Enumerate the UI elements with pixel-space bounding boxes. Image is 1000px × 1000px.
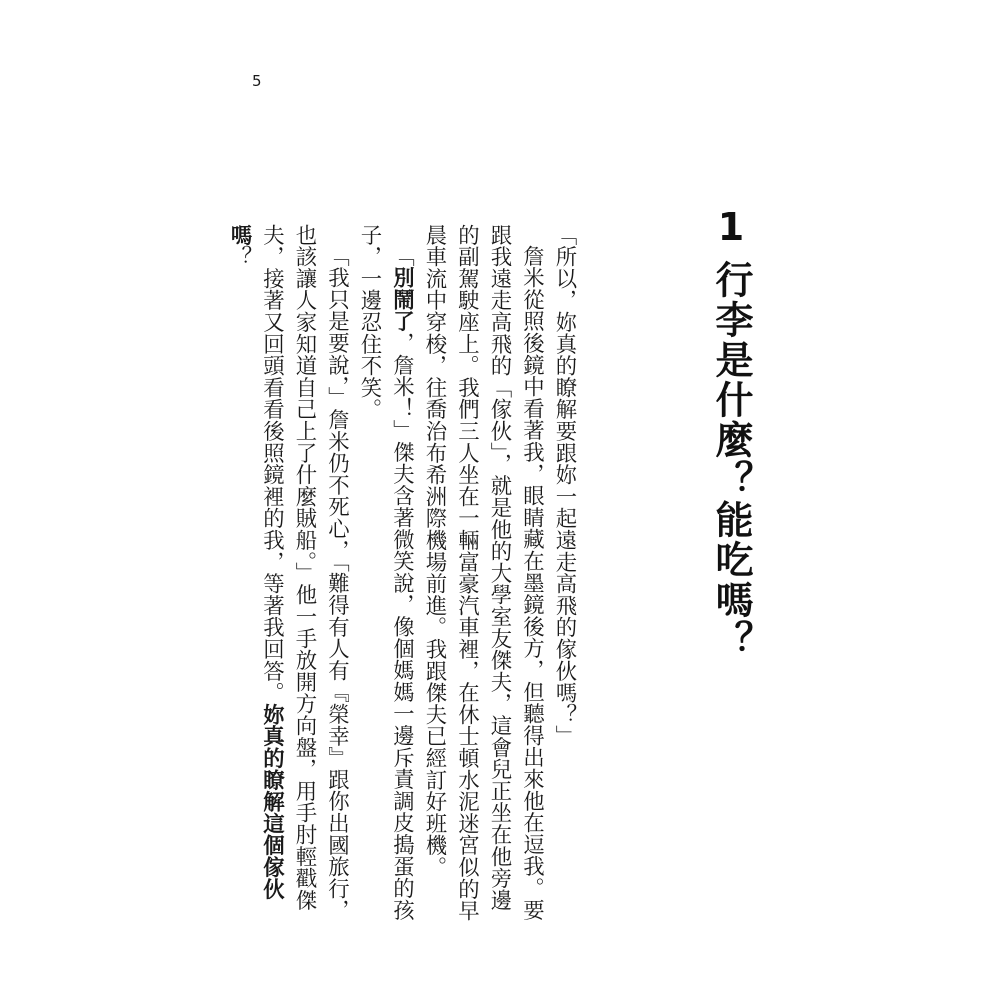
- body-text: [223, 224, 581, 924]
- paragraph-text: 詹米從照後鏡中看著我，眼睛藏在墨鏡後方，但聽得出來他在逗我。要跟我遠走高飛的「傢伙」，就是他的大學室友傑夫，這會兒正坐在他旁邊的副駕駛座上。我們三人坐在一輛富豪汽車裡，在休士頓水泥迷宮似的早晨車流中穿梭，往喬治布希洲際機場前進。我跟傑夫已經訂好班機。: [422, 224, 545, 922]
- paragraph: [548, 224, 581, 924]
- paragraph: [223, 224, 353, 924]
- paragraph-text: 「我只是要說，」詹米仍不死心，「難得有人有『榮幸』跟你出國旅行，也該讓人家知道自己上了什麼賊船。」他一手放開方向盤，用手肘輕戳傑夫，接著又回頭看看後照鏡裡的我，等著我回答。: [259, 224, 350, 922]
- paragraph-text: 「所以，妳真的瞭解要跟妳一起遠走高飛的傢伙嗎？」: [552, 224, 577, 748]
- paragraph-text: 「: [389, 245, 415, 268]
- chapter-number: 1: [717, 208, 745, 246]
- page-number: 5: [252, 72, 262, 90]
- paragraph-text: ？: [227, 245, 252, 268]
- paragraph-text: ，詹米！」傑夫含著微笑說，像個媽媽一邊斥責調皮搗蛋的孩子，一邊忍住不笑。: [357, 224, 415, 922]
- emphasized-text: 妳真的瞭解這個傢伙嗎: [227, 224, 285, 900]
- paragraph: [418, 224, 548, 924]
- paragraph: [353, 224, 418, 924]
- chapter-title: 行李是什麼？能吃嗎？: [709, 260, 753, 660]
- emphasized-text: 別鬧了: [389, 267, 415, 333]
- chapter-heading: [708, 208, 754, 660]
